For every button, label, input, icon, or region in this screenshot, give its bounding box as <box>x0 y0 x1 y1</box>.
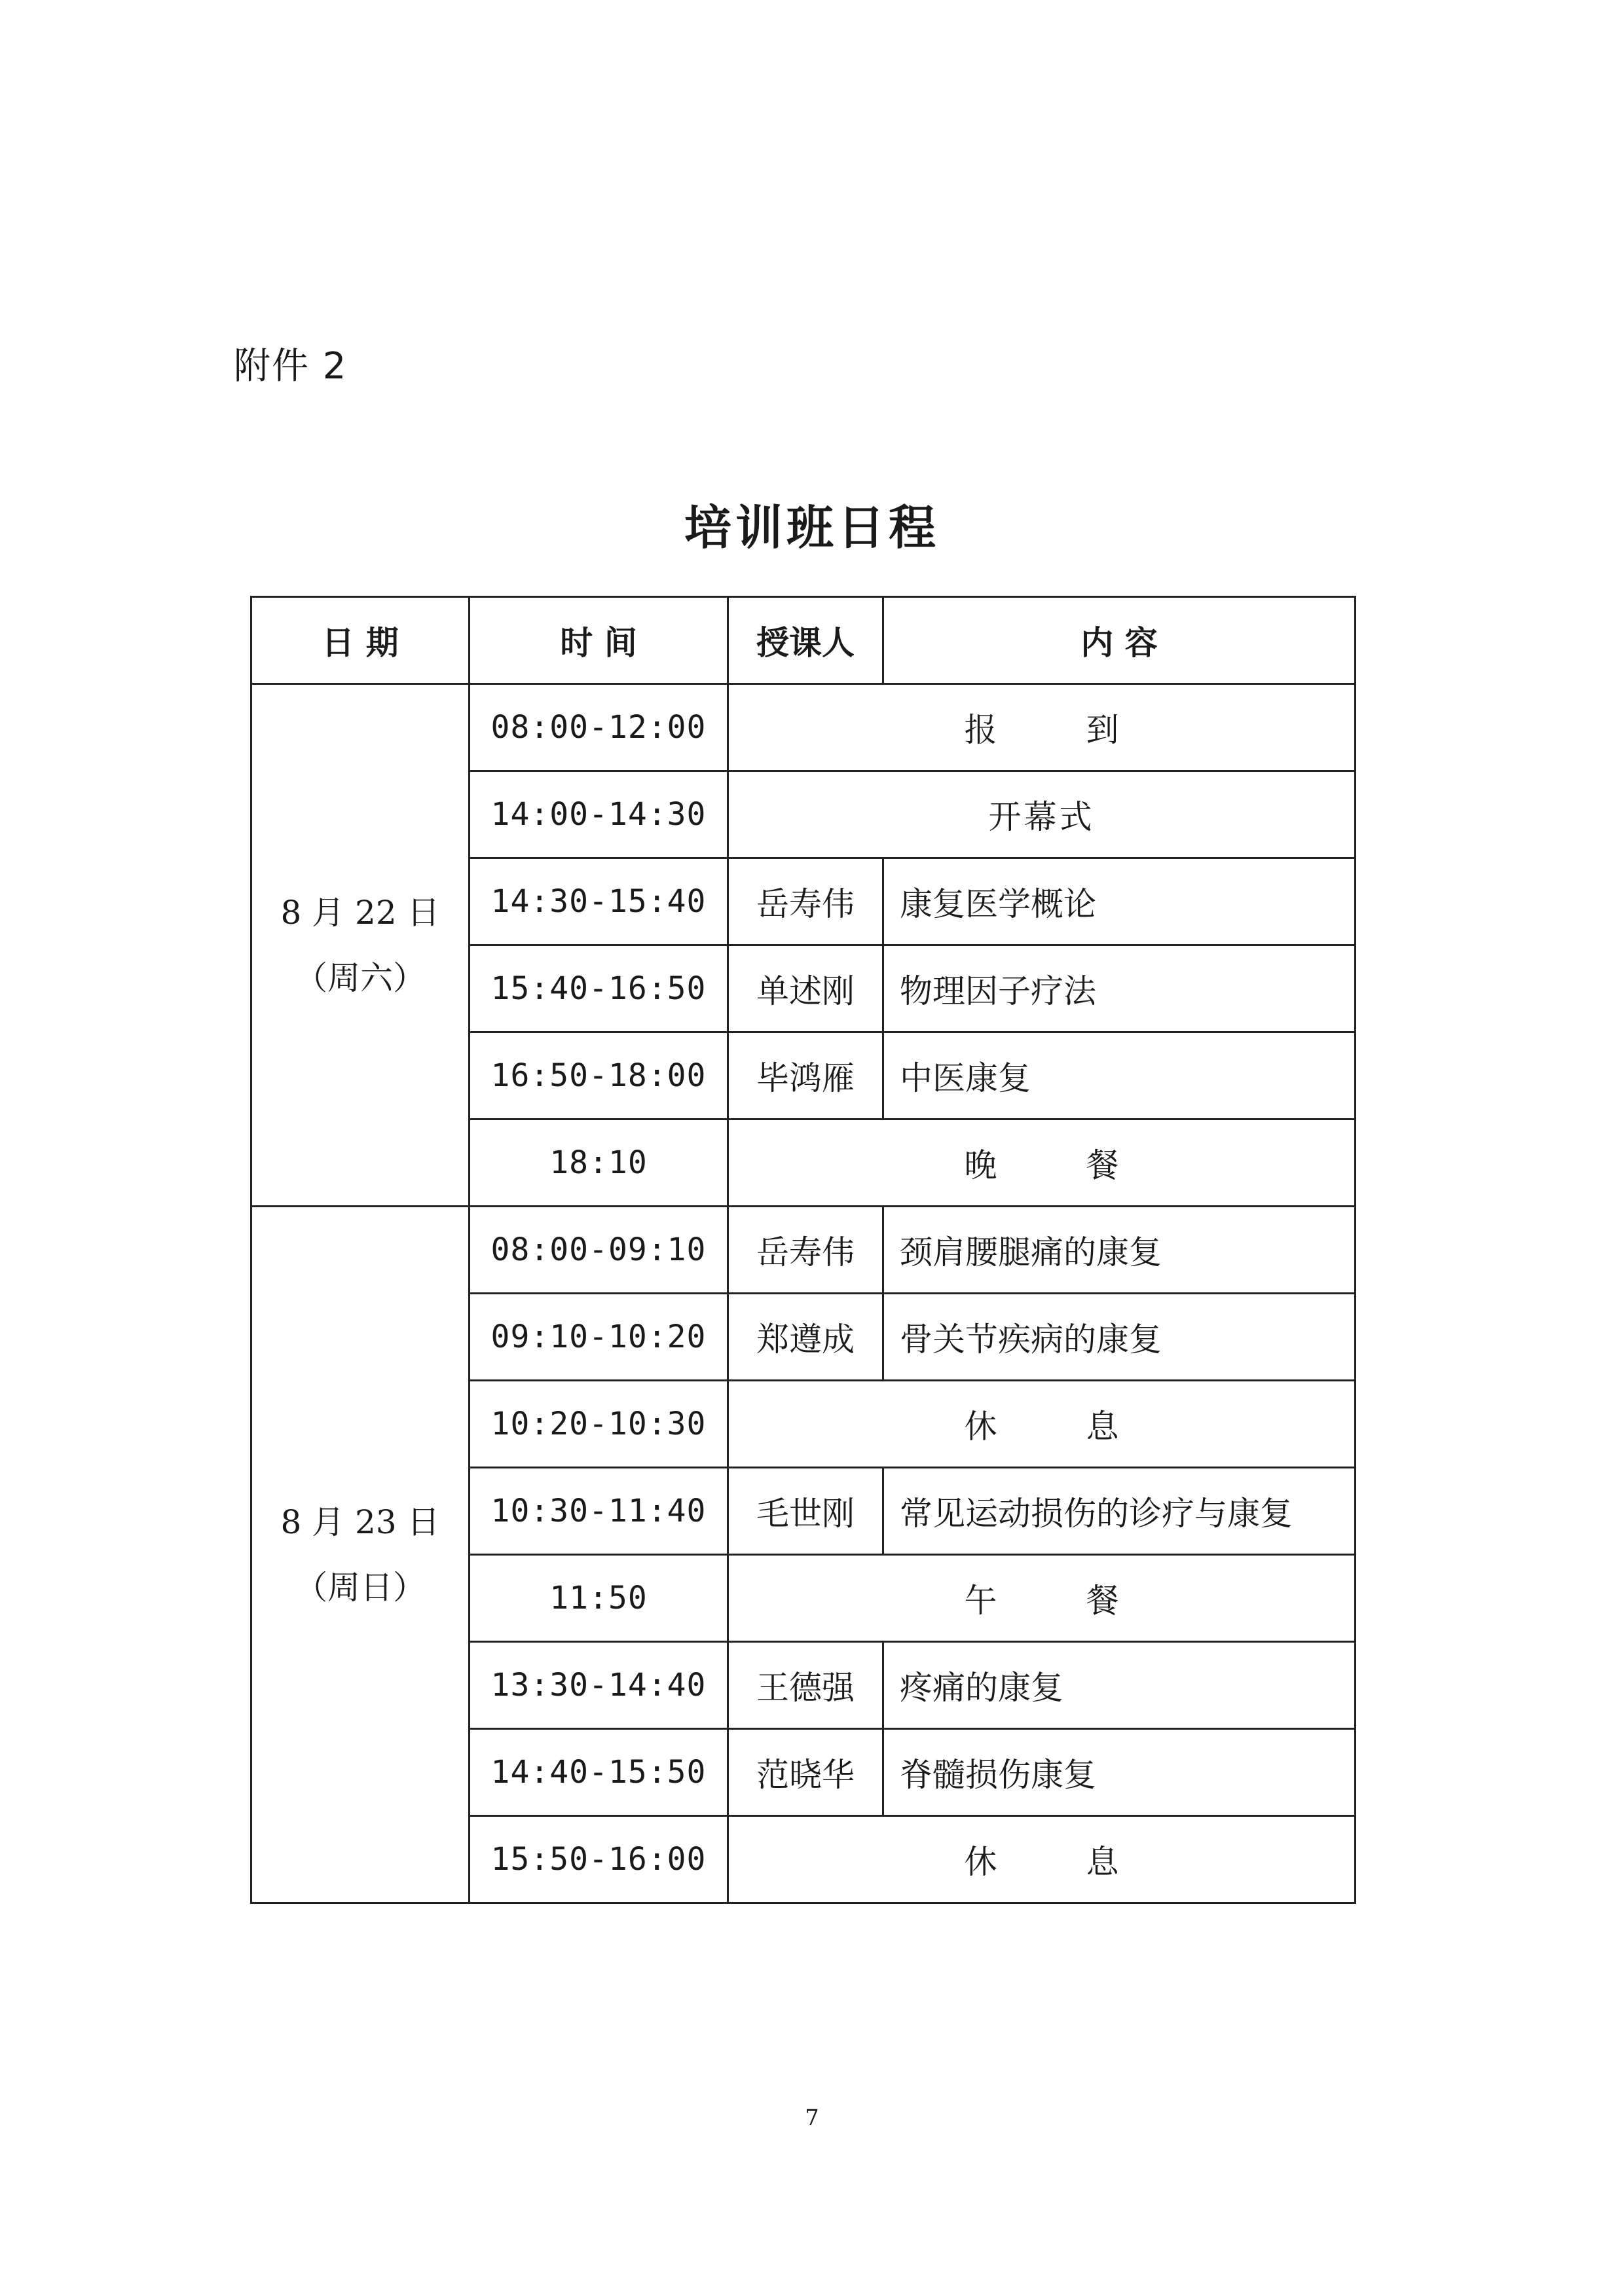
content-cell: 脊髓损伤康复 <box>883 1729 1356 1816</box>
time-cell: 14:40-15:50 <box>470 1729 728 1816</box>
weekday-label: （周日） <box>295 1568 426 1607</box>
schedule-table <box>250 596 1356 1904</box>
time-cell: 10:30-11:40 <box>470 1468 728 1555</box>
time-cell: 08:00-12:00 <box>470 684 728 771</box>
page-title: 培训班日程 <box>684 500 940 555</box>
date-cell <box>251 1207 470 1903</box>
time-cell: 14:00-14:30 <box>470 771 728 858</box>
content-cell: 颈肩腰腿痛的康复 <box>883 1207 1356 1294</box>
content-cell: 物理因子疗法 <box>883 945 1356 1032</box>
time-cell: 15:50-16:00 <box>470 1816 728 1903</box>
header-lecturer: 授课人 <box>728 597 883 684</box>
content-cell: 中医康复 <box>883 1032 1356 1120</box>
lecturer-cell: 岳寿伟 <box>728 1207 883 1294</box>
lecturer-cell: 毛世刚 <box>728 1468 883 1555</box>
event-cell: 开幕式 <box>728 771 1356 858</box>
time-cell: 15:40-16:50 <box>470 945 728 1032</box>
table-row <box>251 684 1356 771</box>
header-time: 时 间 <box>470 597 728 684</box>
lecturer-cell: 郑遵成 <box>728 1294 883 1381</box>
header-date: 日 期 <box>251 597 470 684</box>
time-cell: 09:10-10:20 <box>470 1294 728 1381</box>
lecturer-cell: 毕鸿雁 <box>728 1032 883 1120</box>
event-cell: 午 餐 <box>728 1555 1356 1642</box>
lecturer-cell: 王德强 <box>728 1642 883 1729</box>
table-row <box>251 1207 1356 1294</box>
event-cell: 报 到 <box>728 684 1356 771</box>
date-cell <box>251 684 470 1207</box>
content-cell: 康复医学概论 <box>883 858 1356 945</box>
time-cell: 10:20-10:30 <box>470 1381 728 1468</box>
header-content: 内 容 <box>883 597 1356 684</box>
event-cell: 休 息 <box>728 1381 1356 1468</box>
lecturer-cell: 范晓华 <box>728 1729 883 1816</box>
attachment-label: 附件 2 <box>234 345 348 388</box>
time-cell: 08:00-09:10 <box>470 1207 728 1294</box>
time-cell: 18:10 <box>470 1120 728 1207</box>
time-cell: 16:50-18:00 <box>470 1032 728 1120</box>
lecturer-cell: 岳寿伟 <box>728 858 883 945</box>
event-cell: 晚 餐 <box>728 1120 1356 1207</box>
table-header-row <box>251 597 1356 684</box>
date-label: 8 月 23 日 <box>280 1503 440 1541</box>
content-cell: 骨关节疾病的康复 <box>883 1294 1356 1381</box>
time-cell: 14:30-15:40 <box>470 858 728 945</box>
content-cell: 疼痛的康复 <box>883 1642 1356 1729</box>
content-cell: 常见运动损伤的诊疗与康复 <box>883 1468 1356 1555</box>
lecturer-cell: 单述刚 <box>728 945 883 1032</box>
event-cell: 休 息 <box>728 1816 1356 1903</box>
time-cell: 11:50 <box>470 1555 728 1642</box>
weekday-label: （周六） <box>295 958 426 997</box>
date-label: 8 月 22 日 <box>280 893 440 932</box>
page-number: 7 <box>805 2105 819 2131</box>
time-cell: 13:30-14:40 <box>470 1642 728 1729</box>
